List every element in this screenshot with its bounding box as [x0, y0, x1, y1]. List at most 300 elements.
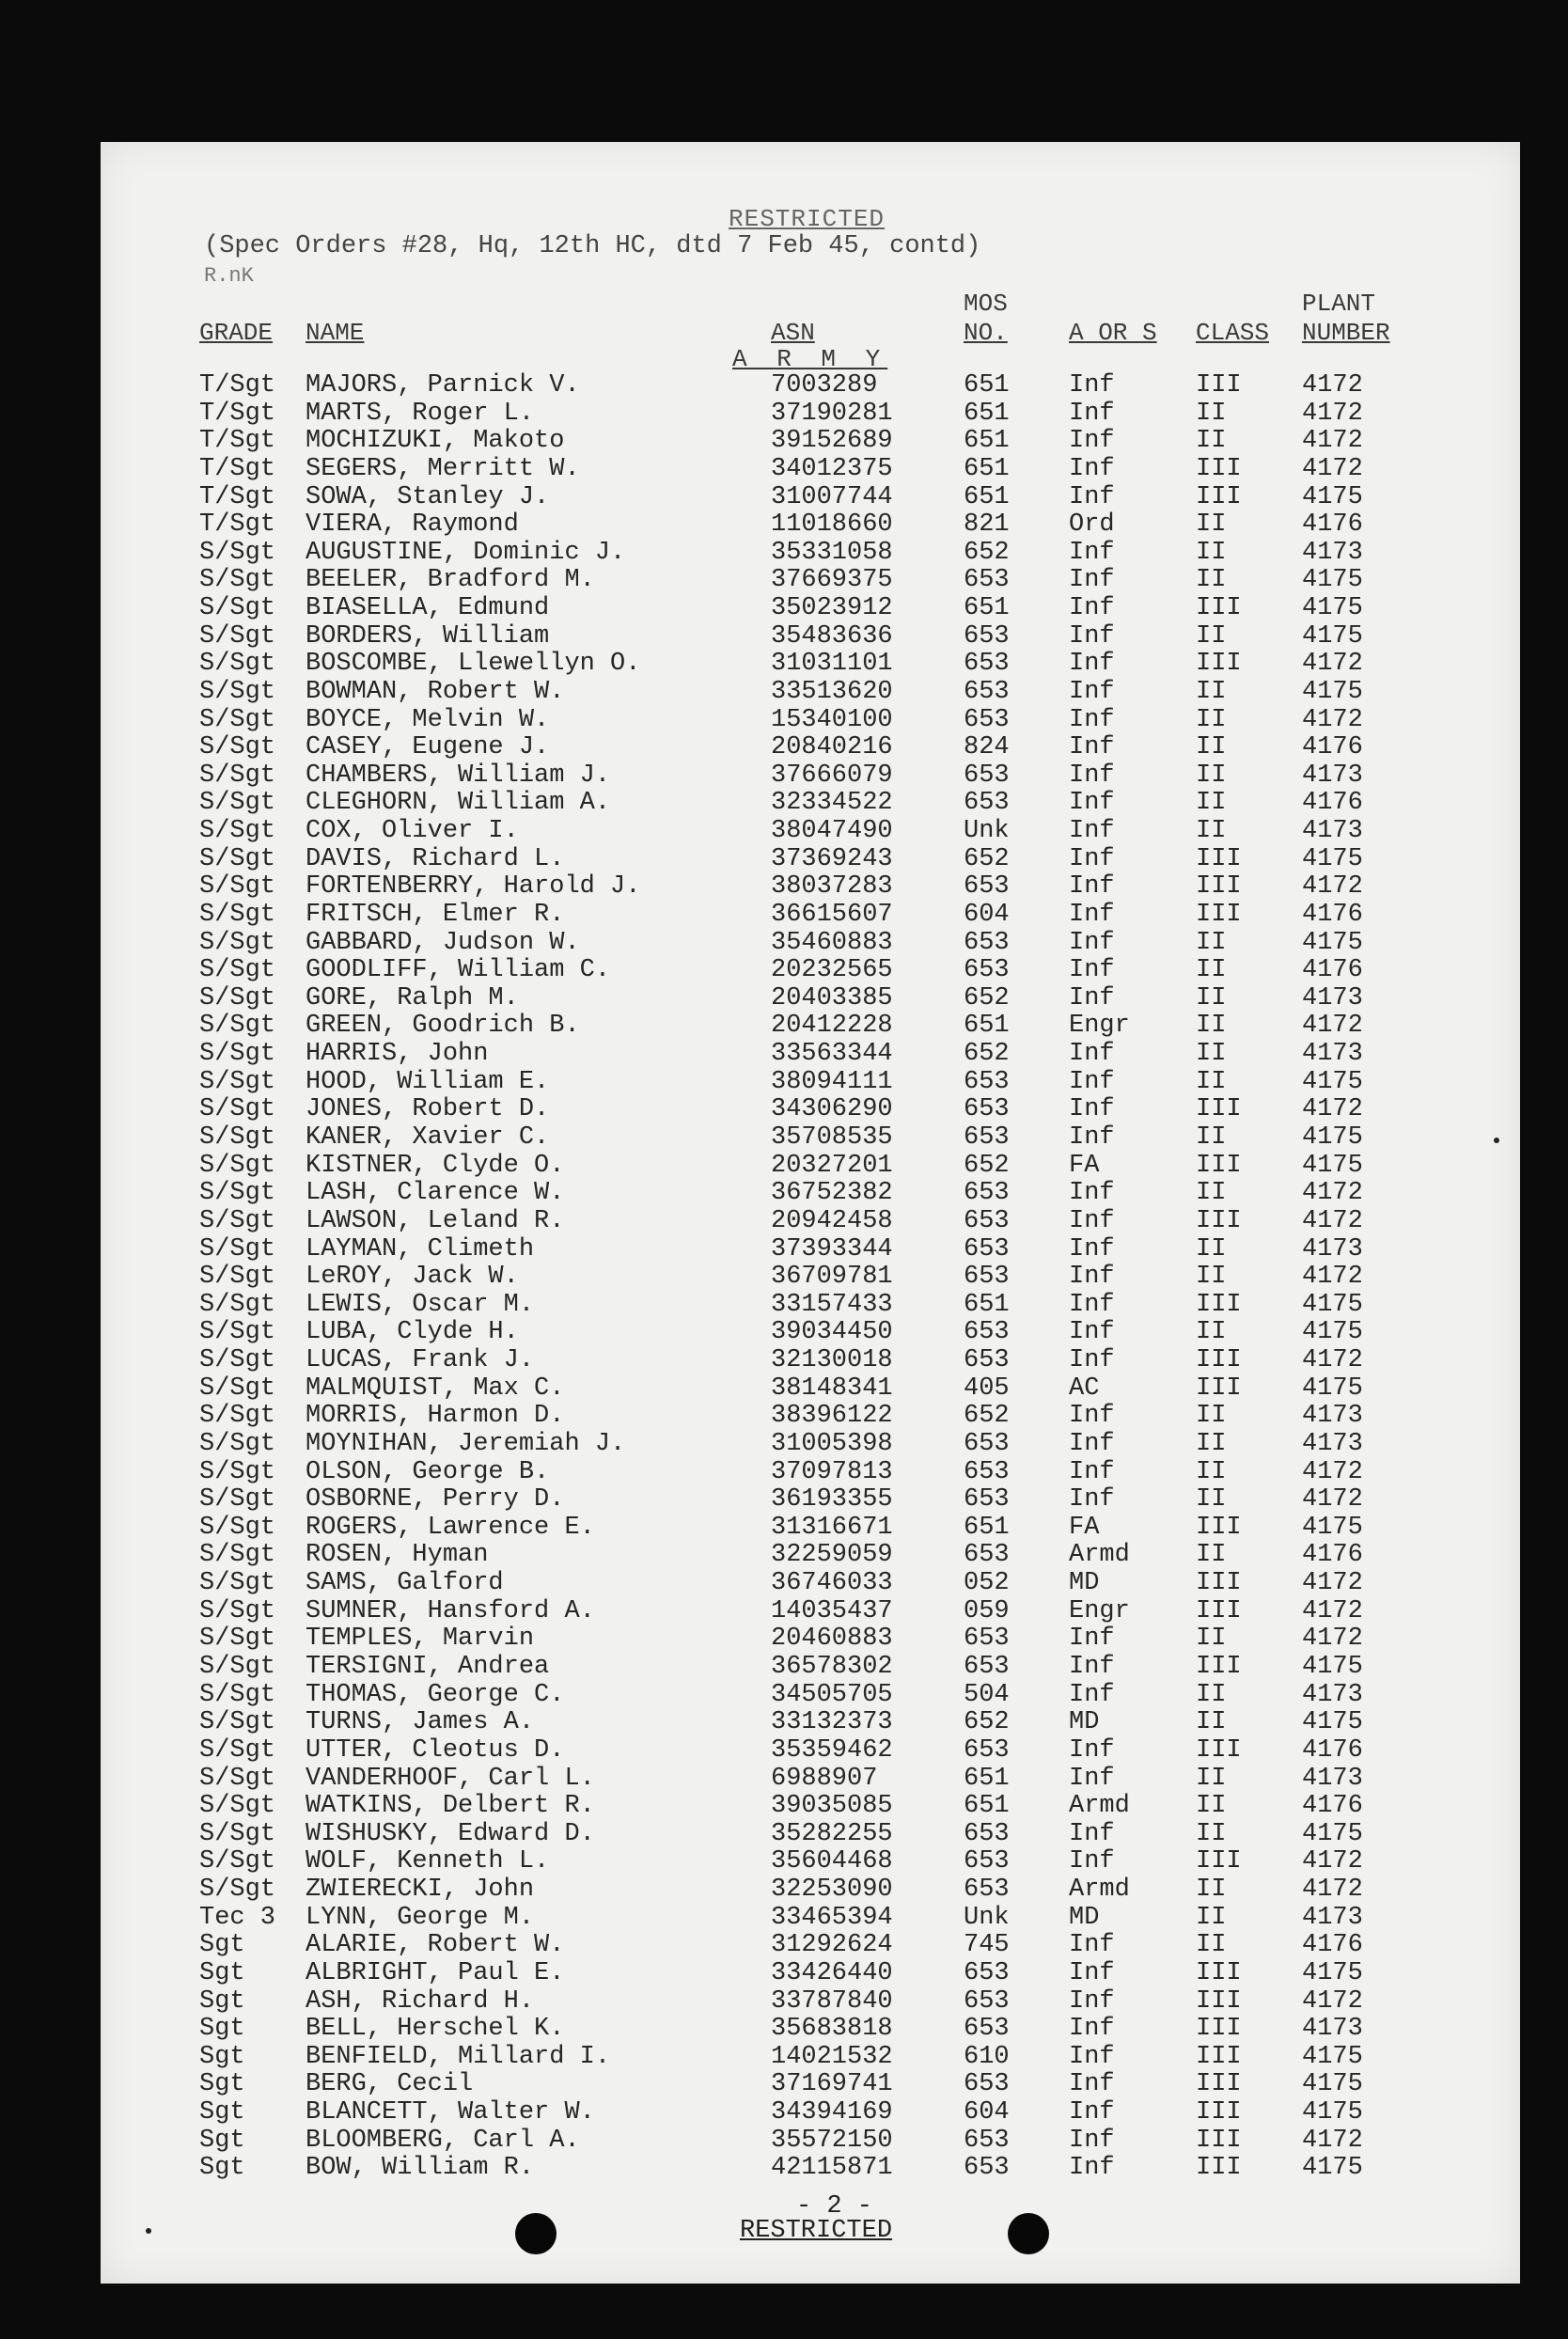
- cell-asn: 33465394: [771, 1903, 893, 1932]
- cell-aors: Inf: [1069, 983, 1115, 1013]
- cell-asn: 37169741: [771, 2070, 893, 2099]
- cell-grade: S/Sgt: [199, 1263, 276, 1292]
- cell-grade: S/Sgt: [199, 983, 276, 1013]
- cell-plant: 4173: [1302, 538, 1363, 567]
- cell-mos: 653: [964, 1457, 1010, 1486]
- cell-name: LEWIS, Oscar M.: [306, 1290, 535, 1319]
- cell-mos: 652: [964, 1708, 1010, 1737]
- cell-mos: 651: [964, 1012, 1010, 1041]
- cell-grade: S/Sgt: [199, 1402, 276, 1431]
- cell-class: III: [1196, 2126, 1242, 2155]
- cell-plant: 4172: [1302, 1569, 1363, 1598]
- cell-plant: 4175: [1302, 1151, 1363, 1180]
- cell-aors: Inf: [1069, 1485, 1115, 1515]
- table-row: [101, 1318, 1520, 1346]
- cell-plant: 4175: [1302, 1652, 1363, 1681]
- cell-plant: 4175: [1302, 2042, 1363, 2071]
- cell-name: SEGERS, Merritt W.: [306, 454, 580, 483]
- table-row: [101, 1012, 1520, 1040]
- cell-aors: Inf: [1069, 594, 1115, 623]
- cell-plant: 4172: [1302, 1986, 1363, 2016]
- cell-grade: S/Sgt: [199, 594, 276, 623]
- cell-grade: S/Sgt: [199, 1429, 276, 1458]
- cell-name: LeROY, Jack W.: [306, 1263, 519, 1292]
- cell-class: II: [1196, 1067, 1227, 1096]
- cell-name: CHAMBERS, William J.: [306, 761, 611, 790]
- cell-grade: S/Sgt: [199, 1318, 276, 1347]
- cell-name: BIASELLA, Edmund: [306, 594, 550, 623]
- cell-asn: 38047490: [771, 817, 893, 846]
- cell-grade: S/Sgt: [199, 1206, 276, 1235]
- cell-aors: Inf: [1069, 1234, 1115, 1264]
- cell-aors: Inf: [1069, 1402, 1115, 1431]
- cell-asn: 34505705: [771, 1680, 893, 1709]
- cell-name: VANDERHOOF, Carl L.: [306, 1764, 595, 1793]
- cell-aors: Inf: [1069, 1652, 1115, 1681]
- cell-aors: Inf: [1069, 872, 1115, 902]
- cell-grade: T/Sgt: [199, 454, 276, 483]
- cell-mos: 652: [964, 538, 1010, 567]
- cell-asn: 36752382: [771, 1179, 893, 1208]
- cell-mos: 821: [964, 510, 1010, 540]
- cell-asn: 36578302: [771, 1652, 893, 1681]
- cell-mos: 653: [964, 1847, 1010, 1876]
- cell-plant: 4176: [1302, 733, 1363, 762]
- cell-grade: Sgt: [199, 1931, 245, 1960]
- cell-grade: S/Sgt: [199, 1876, 276, 1905]
- cell-plant: 4173: [1302, 1402, 1363, 1431]
- cell-mos: 653: [964, 1346, 1010, 1375]
- cell-aors: Inf: [1069, 538, 1115, 567]
- cell-aors: Inf: [1069, 789, 1115, 818]
- cell-name: ZWIERECKI, John: [306, 1876, 535, 1905]
- cell-aors: MD: [1069, 1569, 1100, 1598]
- cell-name: LAYMAN, Climeth: [306, 1234, 535, 1264]
- cell-name: LUCAS, Frank J.: [306, 1346, 535, 1375]
- cell-class: II: [1196, 1429, 1227, 1458]
- cell-aors: Inf: [1069, 427, 1115, 456]
- cell-mos: 651: [964, 482, 1010, 511]
- cell-grade: T/Sgt: [199, 399, 276, 428]
- table-row: [101, 1458, 1520, 1486]
- table-row: [101, 1792, 1520, 1820]
- cell-asn: 33132373: [771, 1708, 893, 1737]
- cell-mos: 651: [964, 371, 1010, 400]
- cell-asn: 31005398: [771, 1429, 893, 1458]
- cell-aors: Inf: [1069, 2015, 1115, 2044]
- cell-asn: 33157433: [771, 1290, 893, 1319]
- cell-asn: 20412228: [771, 1012, 893, 1041]
- cell-grade: S/Sgt: [199, 1067, 276, 1096]
- cell-asn: 20232565: [771, 956, 893, 985]
- cell-name: WATKINS, Delbert R.: [306, 1792, 595, 1821]
- cell-aors: Engr: [1069, 1596, 1130, 1625]
- cell-class: III: [1196, 1290, 1242, 1319]
- cell-name: BERG, Cecil: [306, 2070, 474, 2099]
- cell-plant: 4175: [1302, 621, 1363, 651]
- cell-mos: 653: [964, 1986, 1010, 2016]
- table-row: [101, 1291, 1520, 1319]
- cell-mos: 653: [964, 1123, 1010, 1152]
- cell-aors: Inf: [1069, 399, 1115, 428]
- cell-mos: 653: [964, 1819, 1010, 1848]
- cell-mos: 052: [964, 1569, 1010, 1598]
- cell-grade: S/Sgt: [199, 1819, 276, 1848]
- cell-grade: S/Sgt: [199, 1346, 276, 1375]
- table-row: [101, 872, 1520, 901]
- cell-asn: 39035085: [771, 1792, 893, 1821]
- cell-plant: 4175: [1302, 844, 1363, 873]
- cell-class: II: [1196, 733, 1227, 762]
- cell-plant: 4176: [1302, 1931, 1363, 1960]
- cell-name: MALMQUIST, Max C.: [306, 1374, 565, 1403]
- cell-aors: Inf: [1069, 1290, 1115, 1319]
- cell-mos: 604: [964, 2098, 1010, 2127]
- cell-aors: Inf: [1069, 1847, 1115, 1876]
- cell-plant: 4172: [1302, 1876, 1363, 1905]
- cell-plant: 4176: [1302, 789, 1363, 818]
- table-row: [101, 789, 1520, 817]
- cell-grade: Sgt: [199, 1958, 245, 1987]
- table-row: [101, 2015, 1520, 2043]
- cell-name: SOWA, Stanley J.: [306, 482, 550, 511]
- cell-name: SUMNER, Hansford A.: [306, 1596, 595, 1625]
- cell-mos: 504: [964, 1680, 1010, 1709]
- cell-mos: 653: [964, 956, 1010, 985]
- cell-mos: 653: [964, 1652, 1010, 1681]
- cell-plant: 4176: [1302, 1541, 1363, 1570]
- cell-name: BORDERS, William: [306, 621, 550, 651]
- cell-class: II: [1196, 761, 1227, 790]
- cell-mos: 651: [964, 1792, 1010, 1821]
- table-row: [101, 594, 1520, 622]
- cell-mos: 651: [964, 1290, 1010, 1319]
- table-row: [101, 1876, 1520, 1904]
- cell-asn: 34394169: [771, 2098, 893, 2127]
- cell-aors: Inf: [1069, 1931, 1115, 1960]
- cell-plant: 4172: [1302, 1346, 1363, 1375]
- cell-aors: Inf: [1069, 371, 1115, 400]
- cell-aors: Inf: [1069, 900, 1115, 929]
- cell-name: UTTER, Cleotus D.: [306, 1735, 565, 1765]
- cell-grade: S/Sgt: [199, 1179, 276, 1208]
- table-row: [101, 1402, 1520, 1430]
- cell-asn: 31031101: [771, 650, 893, 679]
- cell-plant: 4173: [1302, 983, 1363, 1013]
- cell-name: LUBA, Clyde H.: [306, 1318, 519, 1347]
- cell-aors: Inf: [1069, 1986, 1115, 2016]
- cell-aors: Inf: [1069, 1179, 1115, 1208]
- cell-name: HARRIS, John: [306, 1040, 489, 1069]
- cell-asn: 20942458: [771, 1206, 893, 1235]
- cell-aors: Inf: [1069, 1263, 1115, 1292]
- cell-grade: S/Sgt: [199, 705, 276, 734]
- cell-grade: S/Sgt: [199, 789, 276, 818]
- cell-aors: Inf: [1069, 1123, 1115, 1152]
- table-row: [101, 678, 1520, 706]
- table-row: [101, 1653, 1520, 1681]
- cell-asn: 31316671: [771, 1513, 893, 1542]
- cell-aors: Inf: [1069, 1764, 1115, 1793]
- cell-aors: Armd: [1069, 1792, 1130, 1821]
- cell-name: JONES, Robert D.: [306, 1095, 550, 1124]
- cell-mos: 604: [964, 900, 1010, 929]
- cell-grade: S/Sgt: [199, 1596, 276, 1625]
- cell-name: OSBORNE, Perry D.: [306, 1485, 565, 1515]
- cell-asn: 35572150: [771, 2126, 893, 2155]
- cell-class: III: [1196, 900, 1242, 929]
- cell-plant: 4175: [1302, 1318, 1363, 1347]
- cell-name: WISHUSKY, Edward D.: [306, 1819, 595, 1848]
- cell-aors: Inf: [1069, 844, 1115, 873]
- section-heading-army: A R M Y: [732, 345, 888, 373]
- cell-asn: 15340100: [771, 705, 893, 734]
- cell-name: TEMPLES, Marvin: [306, 1625, 535, 1654]
- cell-aors: Inf: [1069, 928, 1115, 957]
- table-row: [101, 1430, 1520, 1458]
- cell-asn: 38037283: [771, 872, 893, 902]
- cell-plant: 4176: [1302, 1792, 1363, 1821]
- cell-aors: Inf: [1069, 621, 1115, 651]
- cell-grade: Sgt: [199, 2015, 245, 2044]
- table-row: [101, 2154, 1520, 2182]
- cell-plant: 4173: [1302, 1764, 1363, 1793]
- table-row: [101, 427, 1520, 455]
- cell-asn: 37393344: [771, 1234, 893, 1264]
- cell-aors: Inf: [1069, 2098, 1115, 2127]
- cell-aors: Inf: [1069, 2154, 1115, 2183]
- cell-aors: Inf: [1069, 705, 1115, 734]
- cell-asn: 6988907: [771, 1764, 878, 1793]
- cell-mos: 652: [964, 1402, 1010, 1431]
- cell-asn: 11018660: [771, 510, 893, 540]
- cell-grade: S/Sgt: [199, 1012, 276, 1041]
- cell-grade: S/Sgt: [199, 1541, 276, 1570]
- cell-mos: 651: [964, 1764, 1010, 1793]
- cell-grade: S/Sgt: [199, 1792, 276, 1821]
- table-row: [101, 1485, 1520, 1514]
- table-row: [101, 1541, 1520, 1569]
- cell-plant: 4175: [1302, 482, 1363, 511]
- cell-mos: 653: [964, 1263, 1010, 1292]
- table-row: [101, 1681, 1520, 1709]
- cell-asn: 33787840: [771, 1986, 893, 2016]
- cell-aors: Armd: [1069, 1541, 1130, 1570]
- cell-grade: S/Sgt: [199, 1764, 276, 1793]
- cell-plant: 4172: [1302, 1625, 1363, 1654]
- table-row: [101, 901, 1520, 929]
- cell-mos: 652: [964, 1151, 1010, 1180]
- cell-class: II: [1196, 399, 1227, 428]
- cell-mos: 652: [964, 1040, 1010, 1069]
- cell-plant: 4173: [1302, 1680, 1363, 1709]
- cell-plant: 4172: [1302, 1179, 1363, 1208]
- cell-asn: 35460883: [771, 928, 893, 957]
- table-row: [101, 1847, 1520, 1876]
- cell-asn: 36709781: [771, 1263, 893, 1292]
- cell-asn: 32130018: [771, 1346, 893, 1375]
- table-row: [101, 2127, 1520, 2155]
- table-row: [101, 817, 1520, 845]
- cell-aors: Inf: [1069, 761, 1115, 790]
- cell-grade: S/Sgt: [199, 1680, 276, 1709]
- cell-name: ASH, Richard H.: [306, 1986, 535, 2016]
- cell-name: VIERA, Raymond: [306, 510, 519, 540]
- table-row: [101, 1263, 1520, 1291]
- table-row: [101, 1959, 1520, 1987]
- cell-mos: 653: [964, 1625, 1010, 1654]
- cell-plant: 4175: [1302, 1123, 1363, 1152]
- column-header-plant-top: PLANT: [1302, 290, 1376, 318]
- cell-grade: S/Sgt: [199, 1735, 276, 1765]
- cell-grade: S/Sgt: [199, 1040, 276, 1069]
- cell-plant: 4172: [1302, 1457, 1363, 1486]
- cell-asn: 42115871: [771, 2154, 893, 2183]
- table-row: [101, 566, 1520, 594]
- cell-grade: S/Sgt: [199, 1374, 276, 1403]
- cell-name: FRITSCH, Elmer R.: [306, 900, 565, 929]
- cell-class: III: [1196, 2098, 1242, 2127]
- cell-aors: Engr: [1069, 1012, 1130, 1041]
- cell-grade: S/Sgt: [199, 538, 276, 567]
- cell-class: II: [1196, 510, 1227, 540]
- cell-class: II: [1196, 566, 1227, 595]
- cell-grade: S/Sgt: [199, 1485, 276, 1515]
- cell-asn: 37369243: [771, 844, 893, 873]
- cell-asn: 35483636: [771, 621, 893, 651]
- cell-aors: Inf: [1069, 2126, 1115, 2155]
- table-row: [101, 2043, 1520, 2071]
- cell-plant: 4175: [1302, 2098, 1363, 2127]
- cell-class: III: [1196, 1735, 1242, 1765]
- cell-mos: 653: [964, 1234, 1010, 1264]
- cell-plant: 4175: [1302, 2070, 1363, 2099]
- cell-plant: 4175: [1302, 1708, 1363, 1737]
- cell-asn: 39152689: [771, 427, 893, 456]
- cell-asn: 31292624: [771, 1931, 893, 1960]
- cell-class: III: [1196, 454, 1242, 483]
- cell-asn: 31007744: [771, 482, 893, 511]
- cell-aors: FA: [1069, 1151, 1100, 1180]
- cell-plant: 4172: [1302, 705, 1363, 734]
- cell-asn: 37666079: [771, 761, 893, 790]
- cell-class: II: [1196, 1792, 1227, 1821]
- cell-asn: 20327201: [771, 1151, 893, 1180]
- cell-grade: Sgt: [199, 2154, 245, 2183]
- cell-grade: S/Sgt: [199, 733, 276, 762]
- table-row: [101, 483, 1520, 511]
- cell-asn: 33563344: [771, 1040, 893, 1069]
- cell-class: III: [1196, 1095, 1242, 1124]
- cell-plant: 4172: [1302, 650, 1363, 679]
- cell-plant: 4172: [1302, 454, 1363, 483]
- cell-grade: S/Sgt: [199, 1095, 276, 1124]
- cell-asn: 33513620: [771, 677, 893, 706]
- cell-grade: S/Sgt: [199, 900, 276, 929]
- cell-plant: 4173: [1302, 2015, 1363, 2044]
- cell-plant: 4176: [1302, 510, 1363, 540]
- cell-name: THOMAS, George C.: [306, 1680, 565, 1709]
- cell-name: LAWSON, Leland R.: [306, 1206, 565, 1235]
- cell-class: II: [1196, 1541, 1227, 1570]
- cell-class: II: [1196, 789, 1227, 818]
- cell-class: II: [1196, 956, 1227, 985]
- cell-mos: Unk: [964, 817, 1010, 846]
- cell-grade: T/Sgt: [199, 510, 276, 540]
- cell-name: BOYCE, Melvin W.: [306, 705, 550, 734]
- cell-aors: Inf: [1069, 566, 1115, 595]
- cell-mos: 653: [964, 2126, 1010, 2155]
- cell-grade: S/Sgt: [199, 677, 276, 706]
- cell-grade: Sgt: [199, 1986, 245, 2016]
- cell-grade: S/Sgt: [199, 1847, 276, 1876]
- cell-name: GOODLIFF, William C.: [306, 956, 611, 985]
- cell-plant: 4172: [1302, 371, 1363, 400]
- cell-class: II: [1196, 677, 1227, 706]
- cell-mos: 653: [964, 1876, 1010, 1905]
- table-row: [101, 1179, 1520, 1207]
- cell-asn: 37669375: [771, 566, 893, 595]
- cell-aors: Inf: [1069, 1318, 1115, 1347]
- cell-name: BOSCOMBE, Llewellyn O.: [306, 650, 641, 679]
- cell-class: III: [1196, 2042, 1242, 2071]
- cell-plant: 4172: [1302, 872, 1363, 902]
- table-row: [101, 1987, 1520, 2016]
- cell-aors: Inf: [1069, 1095, 1115, 1124]
- table-row: [101, 1820, 1520, 1848]
- cell-class: III: [1196, 1206, 1242, 1235]
- cell-mos: 651: [964, 399, 1010, 428]
- cell-grade: S/Sgt: [199, 844, 276, 873]
- cell-asn: 32334522: [771, 789, 893, 818]
- cell-aors: Inf: [1069, 1429, 1115, 1458]
- cell-mos: 653: [964, 789, 1010, 818]
- cell-class: III: [1196, 2015, 1242, 2044]
- cell-plant: 4172: [1302, 1012, 1363, 1041]
- cell-plant: 4173: [1302, 1429, 1363, 1458]
- cell-plant: 4175: [1302, 1374, 1363, 1403]
- cell-aors: AC: [1069, 1374, 1100, 1403]
- cell-grade: Sgt: [199, 2098, 245, 2127]
- cell-class: III: [1196, 1652, 1242, 1681]
- cell-plant: 4173: [1302, 1903, 1363, 1932]
- cell-grade: S/Sgt: [199, 650, 276, 679]
- cell-aors: Inf: [1069, 733, 1115, 762]
- table-row: [101, 984, 1520, 1013]
- cell-mos: 652: [964, 983, 1010, 1013]
- cell-class: III: [1196, 844, 1242, 873]
- cell-mos: 653: [964, 761, 1010, 790]
- cell-mos: 651: [964, 594, 1010, 623]
- cell-mos: 653: [964, 2015, 1010, 2044]
- cell-class: II: [1196, 1263, 1227, 1292]
- cell-class: III: [1196, 594, 1242, 623]
- cell-class: II: [1196, 1457, 1227, 1486]
- cell-mos: 653: [964, 1541, 1010, 1570]
- cell-mos: 405: [964, 1374, 1010, 1403]
- cell-aors: Inf: [1069, 2042, 1115, 2071]
- column-header-asn: ASN: [771, 319, 815, 347]
- cell-class: II: [1196, 1485, 1227, 1515]
- cell-mos: 653: [964, 650, 1010, 679]
- cell-class: II: [1196, 1123, 1227, 1152]
- cell-mos: 652: [964, 844, 1010, 873]
- rank-label: R.nK: [204, 264, 254, 288]
- cell-grade: S/Sgt: [199, 817, 276, 846]
- cell-name: BOWMAN, Robert W.: [306, 677, 565, 706]
- column-header-grade: GRADE: [199, 319, 274, 347]
- column-header-plant: NUMBER: [1302, 319, 1390, 347]
